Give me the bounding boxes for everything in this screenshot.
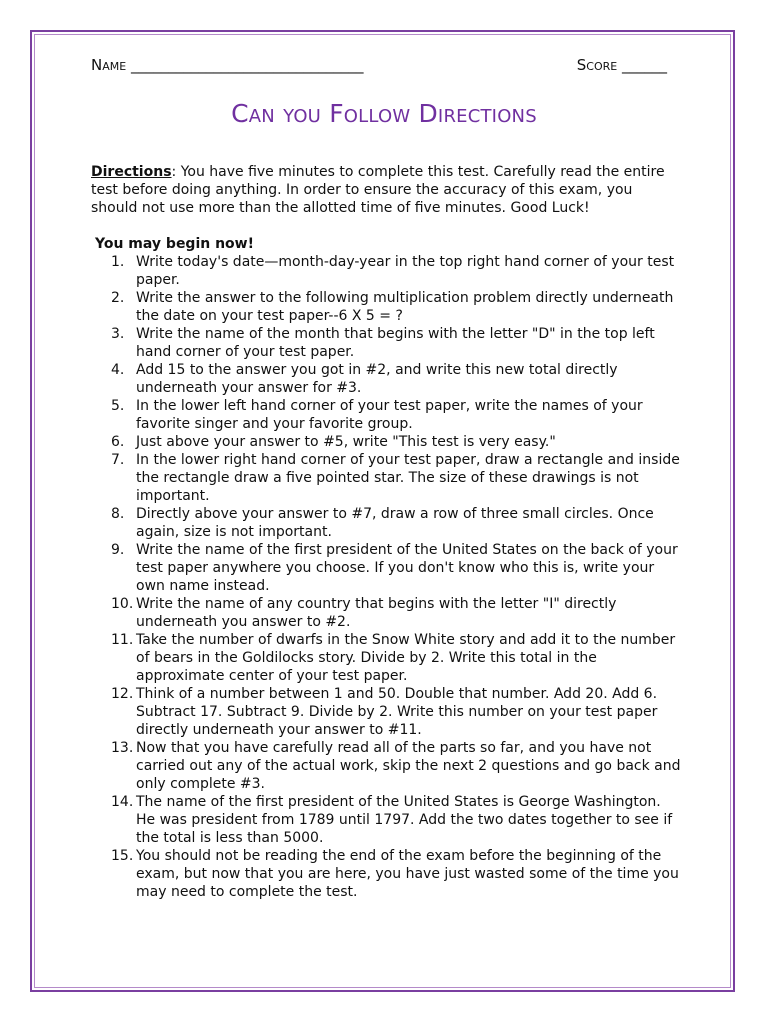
list-item-number: 11.	[111, 632, 134, 648]
list-item-text: You should not be reading the end of the exam before the beginning of the exam, but now that you are here, you have just wasted some of the time you may need to complete the test.	[136, 848, 679, 900]
list-item-number: 6.	[111, 434, 125, 450]
instructions-list	[91, 253, 681, 901]
list-item-text: Write the name of any country that begins with the letter "I" directly underneath you answer to #2.	[136, 596, 617, 630]
list-item-number: 13.	[111, 740, 134, 756]
list-item-number: 1.	[111, 254, 125, 270]
list-item-text: Think of a number between 1 and 50. Double that number. Add 20. Add 6. Subtract 17. Subtract 9. Divide by 2. Write this number on your test paper directly underneath your answer to #11.	[136, 686, 658, 738]
score-label: Score	[576, 56, 618, 74]
name-field	[91, 56, 363, 74]
list-item-text: In the lower left hand corner of your test paper, write the names of your favorite singer and your favorite group.	[136, 398, 643, 432]
list-item	[91, 739, 681, 793]
list-item	[91, 397, 681, 433]
list-item-text: Just above your answer to #5, write "This test is very easy."	[136, 434, 556, 450]
list-item-number: 9.	[111, 542, 125, 558]
list-item-number: 12.	[111, 686, 134, 702]
list-item-number: 15.	[111, 848, 134, 864]
list-item	[91, 361, 681, 397]
list-item	[91, 253, 681, 289]
name-blank: _______________________________	[130, 56, 364, 74]
list-item	[91, 451, 681, 505]
list-item-number: 5.	[111, 398, 125, 414]
list-item	[91, 505, 681, 541]
list-item-number: 10.	[111, 596, 134, 612]
list-item-text: In the lower right hand corner of your test paper, draw a rectangle and inside the rectangle draw a five pointed star. The size of these drawings is not important.	[136, 452, 680, 504]
directions-label: Directions	[91, 164, 172, 180]
list-item-number: 7.	[111, 452, 125, 468]
list-item-text: The name of the first president of the United States is George Washington. He was president from 1789 until 1797. Add the two dates together to see if the total is less than 5000.	[136, 794, 673, 846]
list-item	[91, 289, 681, 325]
list-item	[91, 847, 681, 901]
list-item	[91, 433, 681, 451]
list-item-number: 3.	[111, 326, 125, 342]
list-item	[91, 631, 681, 685]
list-item-text: Take the number of dwarfs in the Snow White story and add it to the number of bears in the Goldilocks story. Divide by 2. Write this total in the approximate center of your test paper.	[136, 632, 676, 684]
list-item-text: Write the answer to the following multiplication problem directly underneath the date on your test paper--6 X 5 = ?	[136, 290, 674, 324]
list-item-number: 8.	[111, 506, 125, 522]
score-blank: ______	[622, 56, 667, 74]
directions-text: : You have five minutes to complete this test. Carefully read the entire test before doing anything. In order to ensure the accuracy of this exam, you should not use more than the allotted time of five minutes. Good Luck!	[91, 164, 665, 216]
list-item-text: Write the name of the first president of the United States on the back of your test paper anywhere you choose. If you don't know who this is, write your own name instead.	[136, 542, 678, 594]
list-item-text: Add 15 to the answer you got in #2, and write this new total directly underneath your answer for #3.	[136, 362, 618, 396]
list-item-text: Now that you have carefully read all of the parts so far, and you have not carried out any of the actual work, skip the next 2 questions and go back and only complete #3.	[136, 740, 681, 792]
name-label: Name	[91, 56, 127, 74]
list-item-number: 2.	[111, 290, 125, 306]
header-row	[91, 56, 667, 76]
list-item-text: Write today's date—month-day-year in the top right hand corner of your test paper.	[136, 254, 675, 288]
list-item	[91, 793, 681, 847]
begin-heading: You may begin now!	[95, 236, 254, 252]
score-field	[577, 56, 667, 74]
directions-paragraph	[91, 163, 681, 217]
list-item	[91, 595, 681, 631]
page-title: Can you Follow Directions	[231, 99, 537, 128]
list-item-number: 14.	[111, 794, 134, 810]
list-item-text: Directly above your answer to #7, draw a row of three small circles. Once again, size is not important.	[136, 506, 654, 540]
list-item-number: 4.	[111, 362, 125, 378]
list-item	[91, 685, 681, 739]
list-item	[91, 541, 681, 595]
list-item	[91, 325, 681, 361]
list-item-text: Write the name of the month that begins with the letter "D" in the top left hand corner of your test paper.	[136, 326, 655, 360]
